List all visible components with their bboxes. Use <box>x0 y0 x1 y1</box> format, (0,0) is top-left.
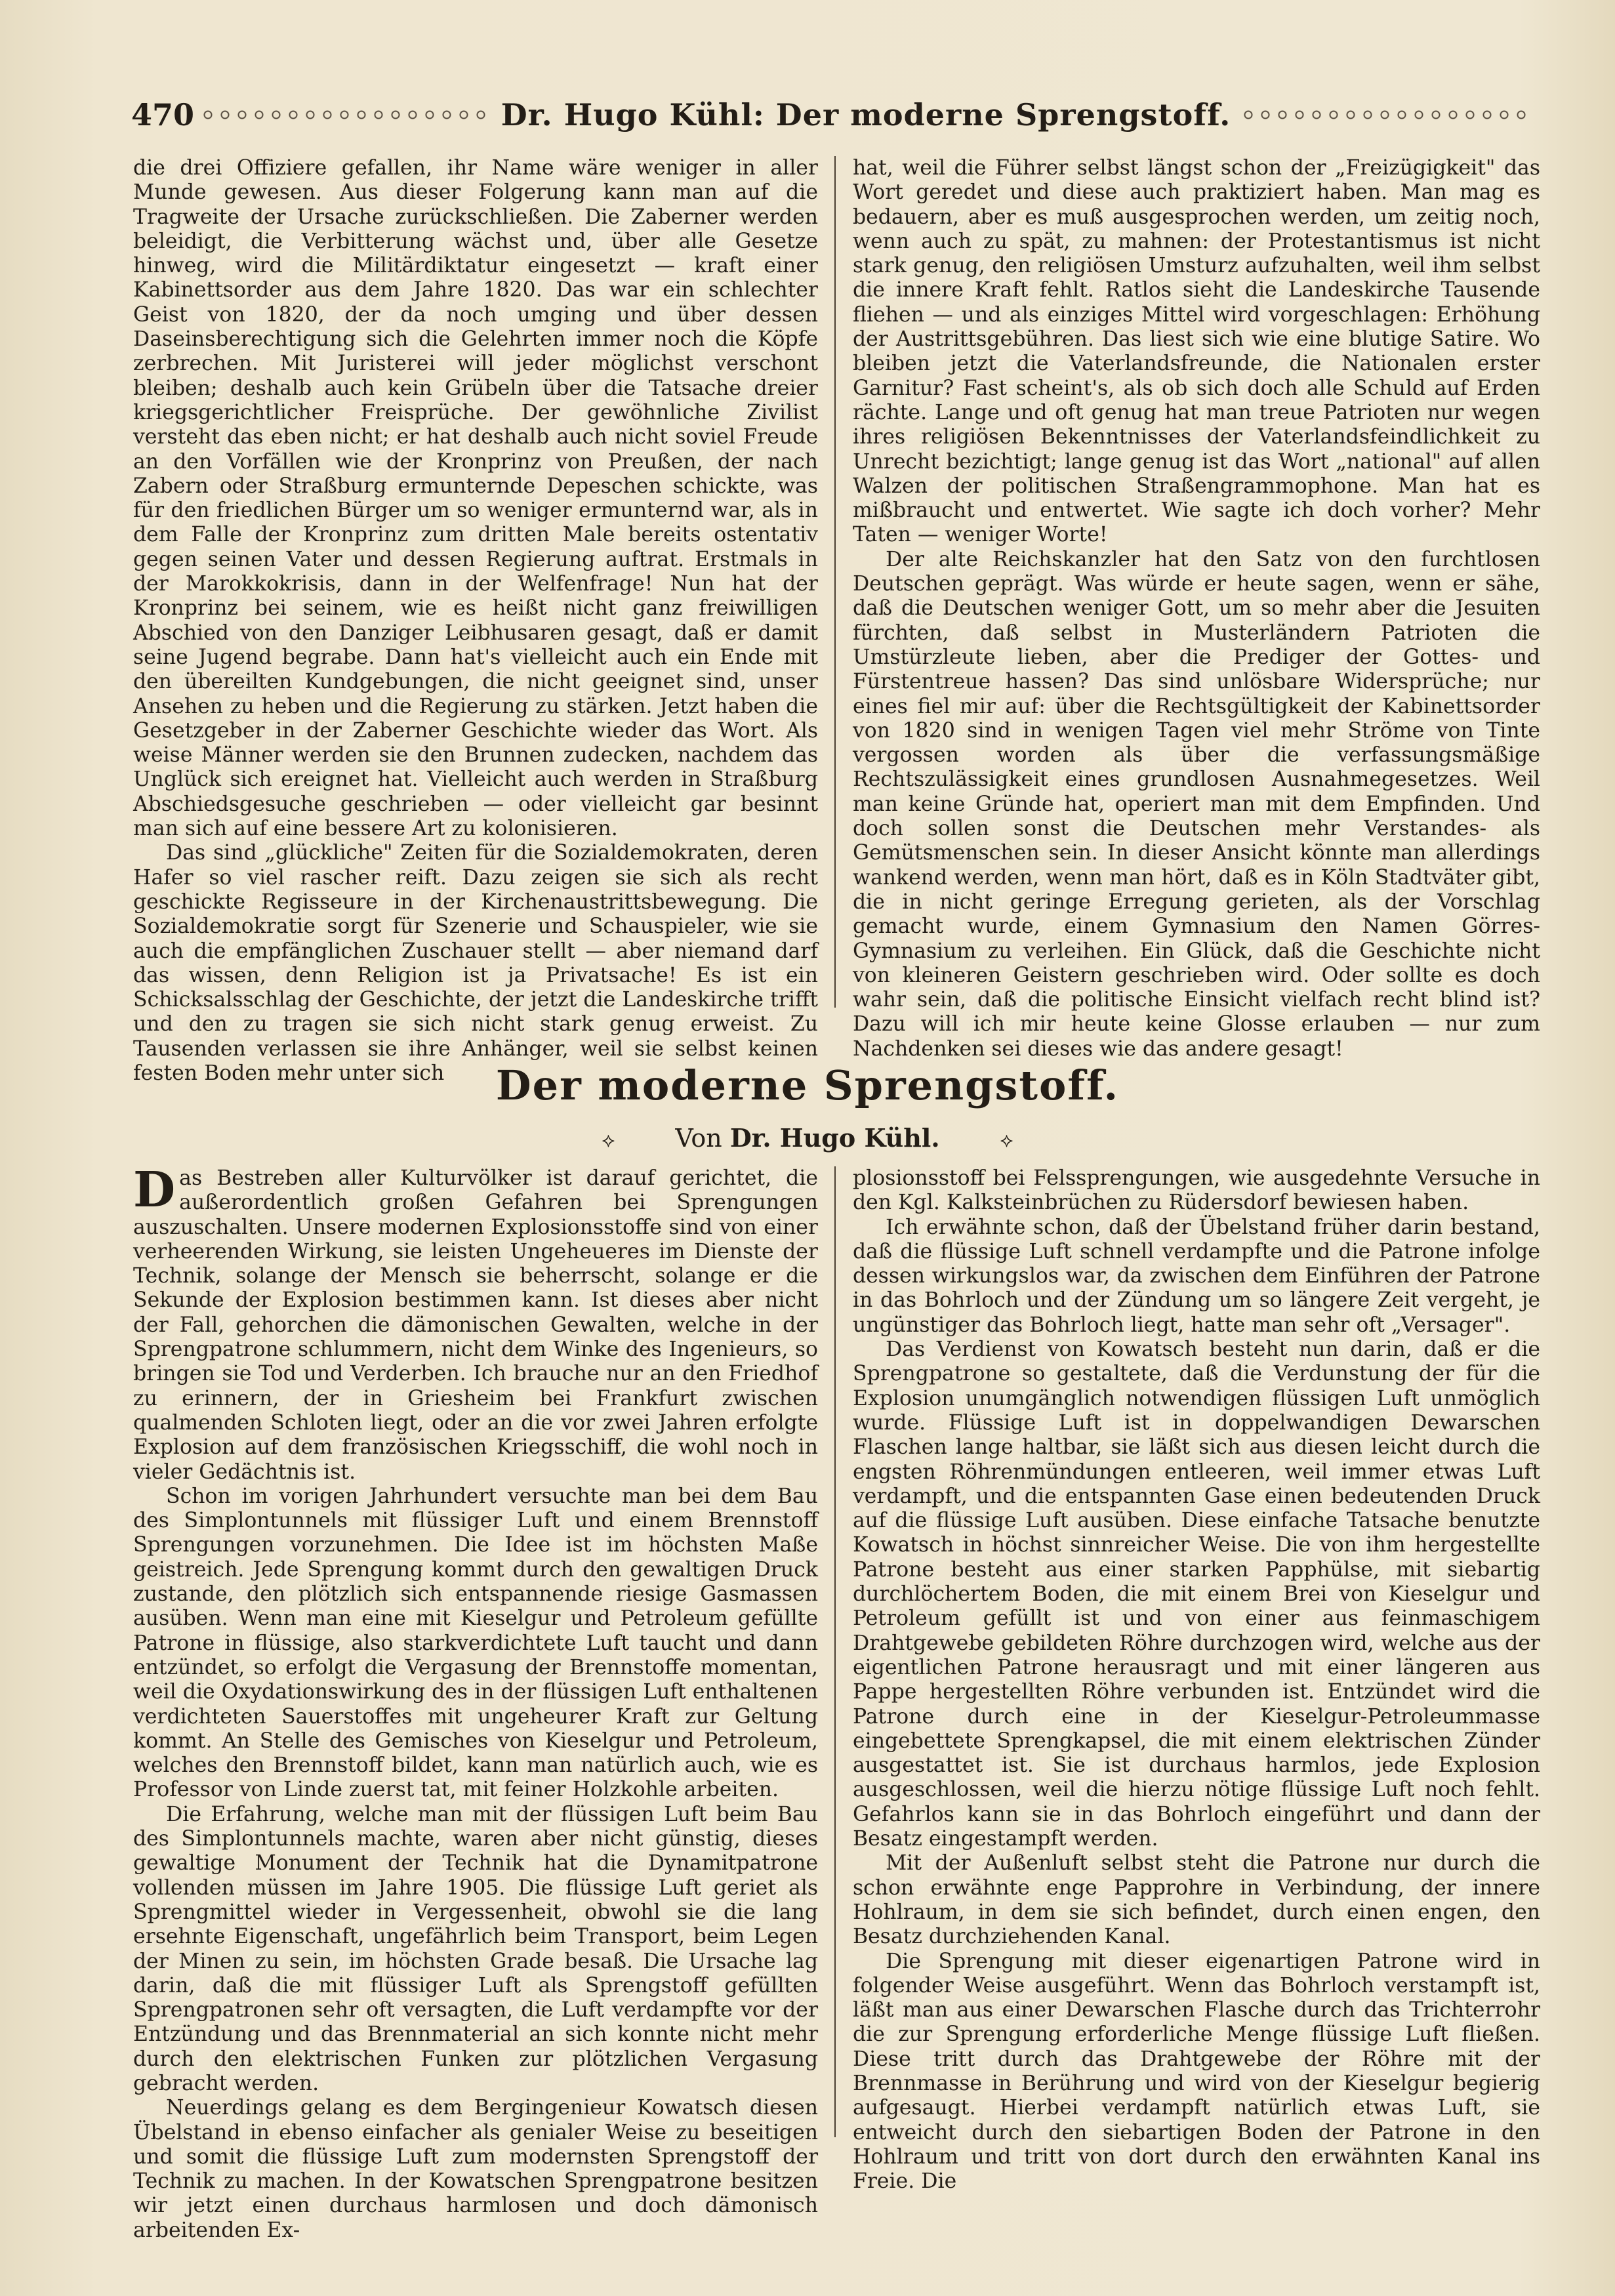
paragraph: Das Verdienst von Kowatsch besteht nun darin, daß er die Sprengpatrone so gestaltete, daß die Verdunstung der für die Explosion unumgänglich notwendigen flüssigen Luft unmöglich wurde. Flüssige Luft ist in doppelwandigen Dewarschen Flaschen lange haltbar, sie läßt sich aus diesen leicht durch die engsten Röhrenmündungen entleeren, weil immer etwas Luft verdampft, und die entspannten Gase einen bedeutenden Druck auf die flüssige Luft ausüben. Diese einfache Tatsache benutzte Kowatsch in höchst sinnreicher Weise. Die von ihm hergestellte Patrone besteht aus einer starken Papphülse, mit siebartig durchlöchertem Boden, die mit einem Brei von Kieselgur und Petroleum gefüllt ist und von einer aus feinmaschigem Drahtgewebe gebildeten Röhre durchzogen wird, welche aus der eigentlichen Patrone herausragt und mit einer längeren aus Pappe hergestellten Röhre verbunden ist. Entzündet wird die Patrone durch eine in der Kieselgur-Petroleummasse eingebettete Sprengkapsel, die mit einem elektrischen Zünder ausgestattet ist. Sie ist durchaus harmlos, jede Explosion ausgeschlossen, weil die hierzu nötige flüssige Luft noch fehlt. Gefahrlos kann sie in das Bohrloch eingeführt und dann der Besatz eingestampft werden. <box>853 1338 1540 1851</box>
header-ornament-right <box>1240 110 1532 119</box>
paragraph <box>133 1162 818 1485</box>
paragraph: Der alte Reichskanzler hat den Satz von den furchtlosen Deutschen geprägt. Was würde er heute sagen, wenn er sähe, daß die Deutschen weniger Gott, um so mehr aber die Jesuiten fürchten, daß selbst in Musterländern Patrioten die Umstürzleute lieben, aber die Prediger der Gottes- und Fürstentreue hassen? Das sind unlösbare Widersprüche; nur eines fiel mir auf: über die Rechtsgültigkeit der Kabinettsorder von 1820 sind in wenigen Tagen viel mehr Ströme von Tinte vergossen worden als über die verfassungsmäßige Rechtszulässigkeit eines grundlosen Ausnahmegesetzes. Weil man keine Gründe hat, operiert man mit dem Empfinden. Und doch sollen sonst die Deutschen mehr Verstandes- als Gemütsmenschen sein. In dieser Ansicht könnte man allerdings wankend werden, wenn man hört, daß es in Köln Stadtväter gibt, die in nicht geringe Erregung gerieten, als der Vorschlag gemacht wurde, einem Gymnasium den Namen Görres-Gymnasium zu verleihen. Ein Glück, daß die Geschichte nicht von kleineren Geistern geschrieben wird. Oder sollte es doch wahr sein, daß die politische Einsicht vielfach recht blind ist? Dazu will ich mir heute keine Glosse erlauben — nur zum Nachdenken sei dieses wie das andere gesagt! <box>853 547 1540 1061</box>
running-title: Dr. Hugo Kühl: Der moderne Sprengstoff. <box>501 97 1231 133</box>
paragraph: Die Sprengung mit dieser eigenartigen Patrone wird in folgender Weise ausgeführt. Wenn das Bohrloch verstampft ist, läßt man aus einer Dewarschen Flasche durch das Trichterrohr die zur Sprengung erforderliche Menge flüssige Luft fließen. Diese tritt durch das Drahtgewebe der Röhre mit der Brennmasse in Berührung und wird von der Kieselgur begierig aufgesaugt. Hierbei verdampft natürlich etwas Luft, sie entweicht durch den siebartigen Boden der Patrone in den Hohlraum und tritt von dort durch den erwähnten Kanal ins Freie. Die <box>853 1949 1540 2194</box>
paragraph: Ich erwähnte schon, daß der Übelstand früher darin bestand, daß die flüssige Luft schnell verdampfte und die Patrone infolge dessen wirkungslos war, da zwischen dem Einführen der Patrone in das Bohrloch und der Zündung um so längere Zeit vergeht, je ungünstiger das Bohrloch liegt, hatte man sehr oft „Versager". <box>853 1215 1540 1337</box>
byline <box>0 1123 1615 1153</box>
paragraph: Neuerdings gelang es dem Bergingenieur Kowatsch diesen Übelstand in ebenso einfacher als genialer Weise zu beseitigen und somit die flüssige Luft zum modernsten Sprengstoff der Technik zu machen. In der Kowatschen Sprengpatrone besitzen wir jetzt einen durchaus harmlosen und doch dämonisch arbeitenden Ex- <box>133 2096 818 2242</box>
paragraph: hat, weil die Führer selbst längst schon der „Freizügigkeit" das Wort geredet und diese auch praktiziert haben. Man mag es bedauern, aber es muß ausgesprochen werden, um zeitig noch, wenn auch zu spät, zu mahnen: der Protestantismus ist nicht stark genug, den religiösen Umsturz aufzuhalten, weil ihm selbst die innere Kraft fehlt. Ratlos sieht die Landeskirche Tausende fliehen — und als einziges Mittel wird vorgeschlagen: Erhöhung der Austrittsgebühren. Das liest sich wie eine blutige Satire. Wo bleiben jetzt die Vaterlandsfreunde, die Nationalen erster Garnitur? Fast scheint's, als ob sich doch alle Schuld auf Erden rächte. Lange und oft genug hat man treue Patrioten nur wegen ihres religiösen Bekenntnisses der Vaterlandsfeindlichkeit zu Unrecht bezichtigt; lange genug ist das Wort „national" auf allen Walzen der politischen Straßengrammophone. Man hat es mißbraucht und entwertet. Wie sagte ich doch vorher? Mehr Taten — weniger Worte! <box>853 156 1540 547</box>
paragraph: plosionsstoff bei Felssprengungen, wie ausgedehnte Versuche in den Kgl. Kalksteinbrüchen zu Rüdersdorf bewiesen haben. <box>853 1166 1540 1215</box>
column-rule <box>834 1166 836 2137</box>
page-number: 470 <box>131 97 195 133</box>
byline-ornament-right: ⟡ <box>1000 1129 1013 1152</box>
paragraph: Die Erfahrung, welche man mit der flüssigen Luft beim Bau des Simplontunnels machte, waren aber nicht günstig, dieses gewaltige Monument der Technik hat die Dynamitpatrone vollenden müssen im Jahre 1905. Die flüssige Luft geriet als Sprengmittel wieder in Vergessenheit, obwohl sie die lang ersehnte Eigenschaft, ungefährlich beim Transport, beim Legen der Minen zu sein, im höchsten Grade besaß. Die Ursache lag darin, daß die mit flüssiger Luft als Sprengstoff gefüllten Sprengpatronen sehr oft versagten, die Luft verdampfte vor der Entzündung und das Brennmaterial an sich konnte nicht mehr durch den elektrischen Funken zur plötzlichen Vergasung gebracht werden. <box>133 1802 818 2095</box>
column-rule <box>834 156 836 1008</box>
header-ornament-left <box>199 110 492 119</box>
paragraph: die drei Offiziere gefallen, ihr Name wäre weniger in aller Munde gewesen. Aus dieser Folgerung kann man auf die Tragweite der Ursache zurückschließen. Die Zaberner werden beleidigt, die Verbitterung wächst und, über alle Gesetze hinweg, wird die Militärdiktatur eingesetzt — kraft einer Kabinettsorder aus dem Jahre 1820. Das war ein schlechter Geist von 1820, der da noch umging und über dessen Daseinsberechtigung sich die Gelehrten immer noch die Köpfe zerbrechen. Mit Juristerei will jeder möglichst verschont bleiben; deshalb auch kein Grübeln über die Tatsache dreier kriegsgerichtlicher Freisprüche. Der gewöhnliche Zivilist versteht das eben nicht; er hat deshalb auch nicht soviel Freude an den Vorfällen wie der Kronprinz von Preußen, der nach Zabern oder Straßburg ermunternde Depeschen schickte, was für den friedlichen Bürger um so weniger ermunternd war, als in dem Falle der Kronprinz zum dritten Male bereits ostentativ gegen seinen Vater und dessen Regierung auftrat. Erstmals in der Marokkokrisis, dann in der Welfenfrage! Nun hat der Kronprinz bei seinem, wie es heißt nicht ganz freiwilligen Abschied von den Danziger Leibhusaren gesagt, daß er damit seine Jugend begrabe. Dann hat's vielleicht auch ein Ende mit den übereilten Kundgebungen, die nicht geeignet sind, unser Ansehen zu heben und die Regierung zu stärken. Jetzt haben die Gesetzgeber in der Zaberner Geschichte wieder das Wort. Als weise Männer werden sie den Brunnen zudecken, nachdem das Unglück sich ereignet hat. Vielleicht auch werden in Straßburg Abschiedsgesuche geschrieben — oder vielleicht gar besinnt man sich auf eine bessere Art zu kolonisieren. <box>133 156 818 841</box>
drop-cap: D <box>133 1162 176 1218</box>
paragraph-text: as Bestreben aller Kulturvölker ist darauf gerichtet, die außerordentlich großen Gefahren bei Sprengungen auszuschalten. Unsere modernen Explosionsstoffe sind von einer verheerenden Wirkung, sie leisten Ungeheueres im Dienste der Technik, solange der Mensch sie beherrscht, solange er die Sekunde der Explosion bestimmen kann. Ist dieses aber nicht der Fall, gehorchen die dämonischen Gewalten, welche in der Sprengpatrone schlummern, nicht dem Winke des Ingenieurs, so bringen sie Tod und Verderben. Ich brauche nur an den Friedhof zu erinnern, der in Griesheim bei Frankfurt zwischen qualmenden Schloten liegt, oder an die vor zwei Jahren erfolgte Explosion auf dem französischen Kriegsschiff, die wohl noch in vieler Gedächtnis ist. <box>133 1166 818 1484</box>
paragraph: Das sind „glückliche" Zeiten für die Sozialdemokraten, deren Hafer so viel rascher reift. Dazu zeigen sie sich als recht geschickte Regisseure in der Kirchenaustrittsbewegung. Die Sozialdemokratie sorgt für Szenerie und Schauspieler, wie sie auch die empfänglichen Zuschauer stellt — aber niemand darf das wissen, denn Religion ist ja Privatsache! Es ist ein Schicksalsschlag der Geschichte, der jetzt die Landeskirche trifft und den zu tragen sie sich nicht stark genug erweist. Zu Tausenden verlassen sie ihre Anhänger, weil sie selbst keinen festen Boden mehr unter sich <box>133 841 818 1085</box>
paragraph: Mit der Außenluft selbst steht die Patrone nur durch die schon erwähnte enge Papprohre in Verbindung, der innere Hohlraum, in dem sie sich befindet, durch einen engen, den Besatz durchziehenden Kanal. <box>853 1851 1540 1949</box>
paragraph: Schon im vorigen Jahrhundert versuchte man bei dem Bau des Simplontunnels mit flüssiger Luft und einem Brennstoff Sprengungen vorzunehmen. Die Idee ist im höchsten Maße geistreich. Jede Sprengung kommt durch den gewaltigen Druck zustande, den plötzlich sich entspannende riesige Gasmassen ausüben. Wenn man eine mit Kieselgur und Petroleum gefüllte Patrone in flüssige, also starkverdichtete Luft taucht und dann entzündet, so erfolgt die Vergasung der Brennstoffe momentan, weil die Oxydationswirkung des in der flüssigen Luft enthaltenen verdichteten Sauerstoffes mit ungeheurer Kraft zur Geltung kommt. An Stelle des Gemisches von Kieselgur und Petroleum, welches den Brennstoff bildet, kann man natürlich auch, wie es Professor von Linde zuerst tat, mit feiner Holzkohle arbeiten. <box>133 1484 818 1802</box>
byline-author: Dr. Hugo Kühl. <box>729 1123 940 1153</box>
bottom-left-column <box>133 1162 818 2243</box>
top-left-column <box>133 156 818 1086</box>
article-title: Der moderne Sprengstoff. <box>495 1061 1120 1109</box>
byline-prefix: Von <box>675 1124 722 1153</box>
byline-ornament-left: ⟡ <box>602 1129 615 1152</box>
bottom-right-column <box>853 1166 1540 2194</box>
page-header <box>131 92 1542 138</box>
top-right-column <box>853 156 1540 1061</box>
